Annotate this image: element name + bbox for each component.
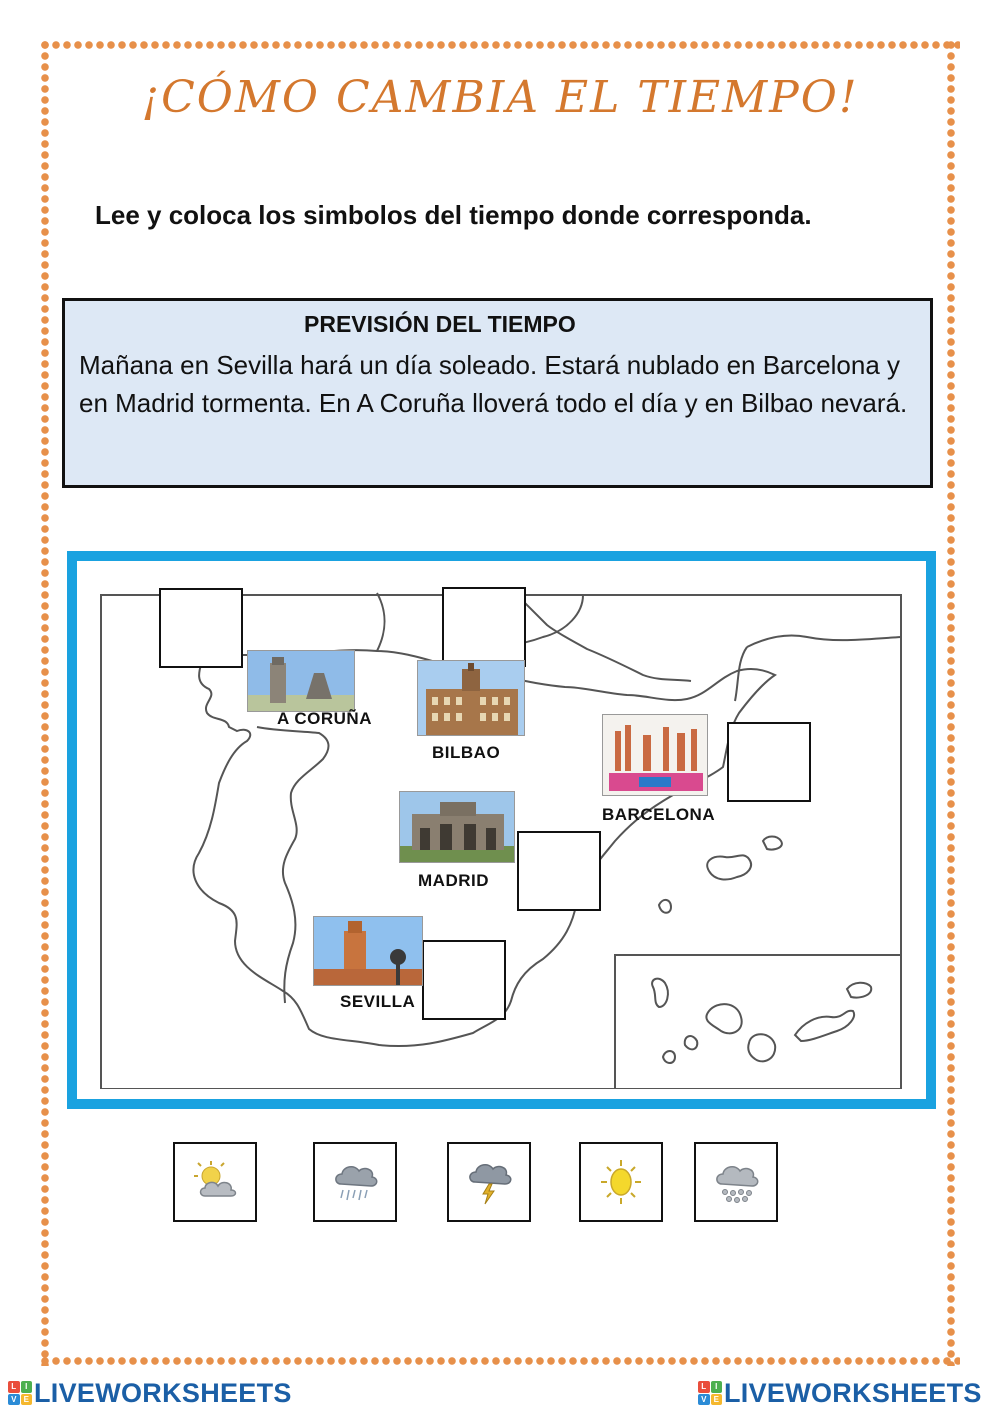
logo-text: LIVEWORKSHEETS [724,1377,982,1408]
drop-box-sevilla[interactable] [422,940,506,1020]
logo-text: LIVEWORKSHEETS [34,1377,292,1408]
drop-box-a-coruna[interactable] [159,588,243,668]
page-border-top [40,40,960,50]
spain-map [87,571,916,1089]
barcelona-collage-photo [602,714,708,796]
symbol-sunny[interactable] [579,1142,663,1222]
drop-box-bilbao[interactable] [442,587,526,667]
rain-cloud-icon [331,1158,379,1206]
page-border-bottom [40,1356,960,1366]
thunderstorm-icon [465,1158,513,1206]
worksheet-instruction: Lee y coloca los simbolos del tiempo donde corresponda. [95,200,812,230]
symbol-snow[interactable] [694,1142,778,1222]
city-label-madrid: MADRID [418,871,489,890]
puerta-de-alcala-photo [399,791,515,863]
spain-map-frame [67,551,936,1109]
partly-cloudy-icon [191,1158,239,1206]
page-border-left [40,40,50,1366]
drop-box-madrid[interactable] [517,831,601,911]
tower-of-hercules-photo [247,650,355,712]
snow-cloud-icon [712,1158,760,1206]
liveworksheets-logo-icon: L I V E [8,1381,32,1405]
worksheet-title: ¡CÓMO CAMBIA EL TIEMPO! [141,72,859,123]
forecast-text: Mañana en Sevilla hará un día soleado. Estará nublado en Barcelona y en Madrid tormenta. En A Coruña lloverá todo el día y en Bilbao nevará. [79,350,908,418]
forecast-title: PREVISIÓN DEL TIEMPO [304,311,576,337]
giralda-photo [313,916,423,986]
bilbao-building-photo [417,660,525,736]
symbol-thunderstorm[interactable] [447,1142,531,1222]
symbol-rain[interactable] [313,1142,397,1222]
symbol-partly-cloudy[interactable] [173,1142,257,1222]
city-label-sevilla: SEVILLA [340,992,416,1011]
liveworksheets-logo-icon: L I V E [698,1381,722,1405]
footer-logo-left [8,1378,292,1408]
city-label-bilbao: BILBAO [432,743,501,762]
page-border-right [946,40,956,1366]
sun-icon [597,1158,645,1206]
forecast-box [62,298,933,488]
drop-box-barcelona[interactable] [727,722,811,802]
footer-logo-right [698,1378,982,1408]
city-label-a-coruna: A CORUÑA [277,709,372,728]
city-label-barcelona: BARCELONA [602,805,716,824]
